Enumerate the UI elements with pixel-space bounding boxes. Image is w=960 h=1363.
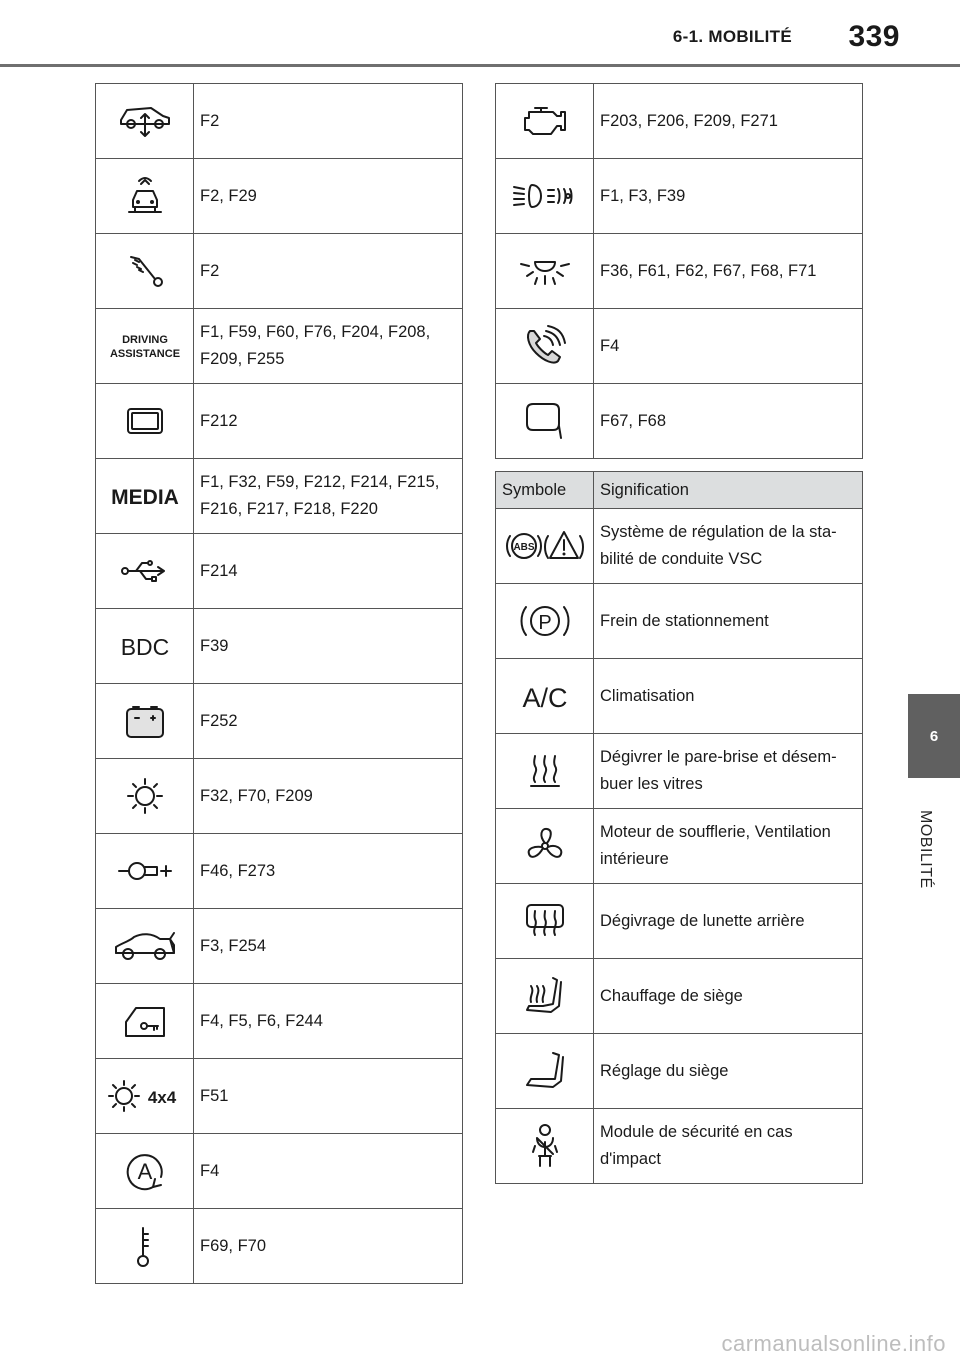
symbol-meaning: Climatisation bbox=[594, 659, 863, 734]
air-conditioning-icon bbox=[520, 680, 570, 712]
table-row bbox=[496, 734, 863, 809]
table-row bbox=[96, 984, 463, 1059]
svg-text:P: P bbox=[537, 612, 552, 634]
table-row bbox=[496, 384, 863, 459]
table-row bbox=[96, 1059, 463, 1134]
fuse-ref: F4, F5, F6, F244 bbox=[194, 984, 463, 1059]
fuse-ref: F2 bbox=[194, 84, 463, 159]
interior-light-icon bbox=[517, 254, 573, 288]
headlight-fog-icon bbox=[510, 181, 580, 211]
table-row bbox=[96, 309, 463, 384]
fuse-ref: F67, F68 bbox=[594, 384, 863, 459]
svg-text:ASSISTANCE: ASSISTANCE bbox=[109, 348, 180, 360]
table-row bbox=[496, 584, 863, 659]
table-row bbox=[96, 84, 463, 159]
fuse-ref: F36, F61, F62, F67, F68, F71 bbox=[594, 234, 863, 309]
table-row bbox=[96, 234, 463, 309]
door-key-icon bbox=[120, 1002, 170, 1040]
table-row bbox=[96, 684, 463, 759]
table-row bbox=[96, 384, 463, 459]
thermometer-icon bbox=[133, 1224, 157, 1268]
fuse-ref: F252 bbox=[194, 684, 463, 759]
table-row bbox=[96, 459, 463, 534]
fuse-ref: F214 bbox=[194, 534, 463, 609]
table-row bbox=[496, 1034, 863, 1109]
svg-text:ABS: ABS bbox=[512, 542, 535, 553]
mirror-icon bbox=[523, 402, 567, 440]
fuse-ref: F1, F59, F60, F76, F204, F208, F209, F255 bbox=[194, 309, 463, 384]
table-row bbox=[96, 759, 463, 834]
parking-brake-icon bbox=[517, 599, 573, 643]
table-row bbox=[496, 659, 863, 734]
symbol-meaning: Module de sécurité en cas d'impact bbox=[594, 1109, 863, 1184]
chapter-label: MOBILITÉ bbox=[917, 810, 934, 889]
header-rule bbox=[0, 64, 960, 67]
svg-text:A: A bbox=[137, 1159, 152, 1184]
table-row bbox=[96, 909, 463, 984]
phone-icon bbox=[522, 323, 568, 369]
fuse-ref: F2, F29 bbox=[194, 159, 463, 234]
fuse-ref: F3, F254 bbox=[194, 909, 463, 984]
airbag-icon bbox=[525, 1122, 565, 1170]
auto-stop-start-icon bbox=[123, 1149, 167, 1193]
seat-adjust-icon bbox=[523, 1049, 567, 1093]
fuse-ref: F4 bbox=[194, 1134, 463, 1209]
table-row bbox=[96, 159, 463, 234]
table-row bbox=[96, 834, 463, 909]
table-row bbox=[496, 84, 863, 159]
car-lift-service-icon bbox=[125, 176, 165, 216]
table-row bbox=[496, 1109, 863, 1184]
wrench-icon bbox=[125, 251, 165, 291]
table-row bbox=[496, 884, 863, 959]
column-header-meaning: Signification bbox=[594, 472, 863, 509]
symbol-meaning: Dégivrer le pare-brise et désem-buer les vitres bbox=[594, 734, 863, 809]
svg-text:MEDIA: MEDIA bbox=[110, 486, 179, 509]
4x4-icon bbox=[108, 1078, 182, 1114]
symbol-meaning: Chauffage de siège bbox=[594, 959, 863, 1034]
table-row bbox=[496, 509, 863, 584]
fuse-ref: F212 bbox=[194, 384, 463, 459]
car-height-adjust-icon bbox=[117, 104, 173, 138]
abs-vsc-warning-icon bbox=[504, 526, 586, 566]
fuse-ref: F69, F70 bbox=[194, 1209, 463, 1284]
windshield-defrost-icon bbox=[527, 752, 563, 790]
table-row bbox=[96, 1209, 463, 1284]
table-row bbox=[96, 534, 463, 609]
svg-text:A/C: A/C bbox=[521, 683, 568, 713]
column-header-symbol: Symbole bbox=[496, 472, 594, 509]
fuse-ref: F46, F273 bbox=[194, 834, 463, 909]
page-header bbox=[0, 0, 960, 66]
battery-icon bbox=[123, 701, 167, 741]
fuse-symbol-table-right bbox=[495, 83, 863, 459]
symbol-meaning: Dégivrage de lunette arrière bbox=[594, 884, 863, 959]
svg-text:BDC: BDC bbox=[120, 634, 169, 660]
watermark: carmanualsonline.info bbox=[721, 1331, 946, 1356]
fuse-ref: F39 bbox=[194, 609, 463, 684]
fuse-symbol-table-left bbox=[95, 83, 463, 1284]
symbol-meaning: Réglage du siège bbox=[594, 1034, 863, 1109]
svg-text:DRIVING: DRIVING bbox=[121, 334, 168, 346]
driving-assistance-icon bbox=[103, 331, 187, 361]
page-number: 339 bbox=[848, 20, 900, 53]
fuse-ref: F1, F3, F39 bbox=[594, 159, 863, 234]
table-row bbox=[496, 234, 863, 309]
bdc-icon bbox=[120, 632, 170, 660]
fuse-ref: F51 bbox=[194, 1059, 463, 1134]
fuse-ref: F203, F206, F209, F271 bbox=[594, 84, 863, 159]
chapter-tab[interactable]: 6 bbox=[908, 694, 960, 778]
symbol-meaning: Système de régulation de la sta-bilité de conduite VSC bbox=[594, 509, 863, 584]
display-screen-icon bbox=[125, 406, 165, 436]
fuse-ref: F4 bbox=[594, 309, 863, 384]
table-header-row bbox=[496, 472, 863, 509]
fuse-ref: F1, F32, F59, F212, F214, F215, F216, F217, F218, F220 bbox=[194, 459, 463, 534]
engine-icon bbox=[521, 104, 569, 138]
usb-icon bbox=[120, 559, 170, 583]
seat-heater-icon bbox=[523, 974, 567, 1018]
alternator-icon bbox=[117, 858, 173, 884]
section-title: 6-1. MOBILITÉ bbox=[672, 27, 792, 46]
table-row bbox=[496, 309, 863, 384]
symbol-meaning: Moteur de soufflerie, Ventilation intérieure bbox=[594, 809, 863, 884]
fuse-ref: F2 bbox=[194, 234, 463, 309]
symbol-meaning: Frein de stationnement bbox=[594, 584, 863, 659]
rear-defrost-icon bbox=[523, 901, 567, 941]
table-row bbox=[96, 1134, 463, 1209]
fuse-ref: F32, F70, F209 bbox=[194, 759, 463, 834]
media-icon bbox=[110, 483, 179, 509]
fan-icon bbox=[525, 826, 565, 866]
table-row bbox=[496, 159, 863, 234]
svg-text:4x4: 4x4 bbox=[147, 1088, 176, 1107]
sun-sensor-icon bbox=[125, 776, 165, 816]
table-row bbox=[496, 809, 863, 884]
symbol-meaning-table bbox=[495, 471, 863, 1184]
table-row bbox=[496, 959, 863, 1034]
trunk-open-icon bbox=[112, 929, 178, 963]
table-row bbox=[96, 609, 463, 684]
